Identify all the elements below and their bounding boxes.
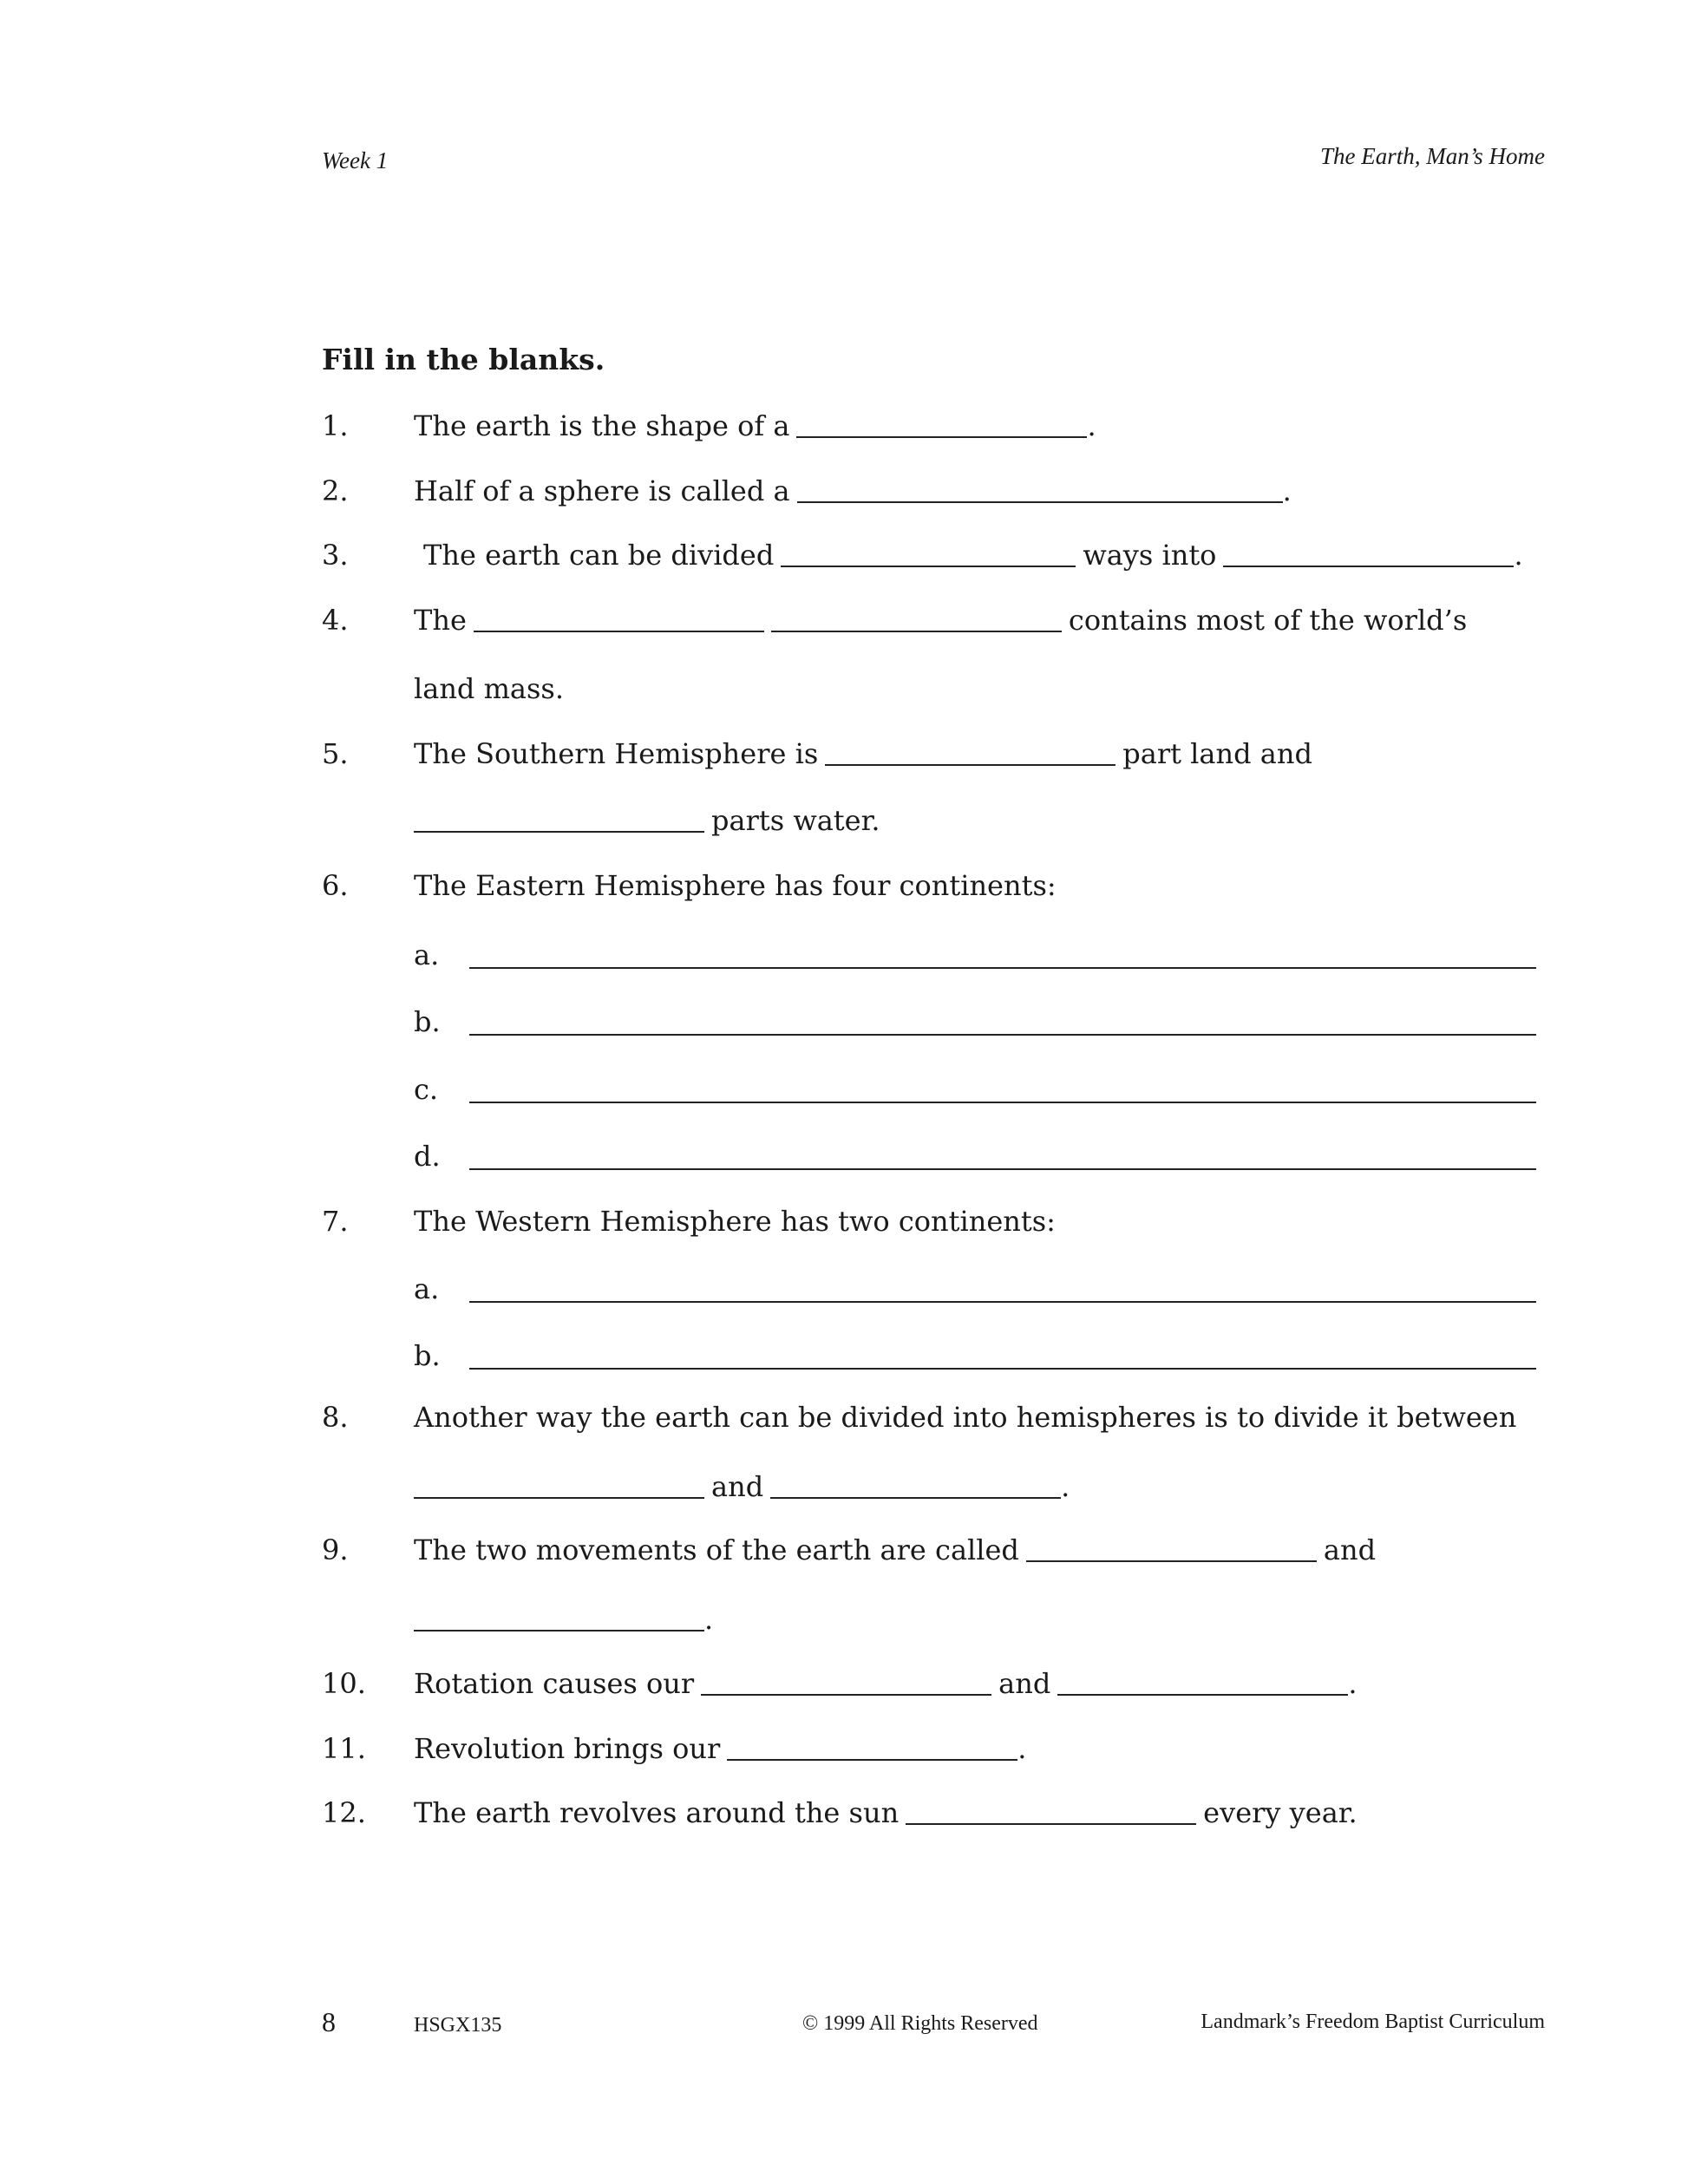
question-4-continuation bbox=[0, 670, 1688, 708]
footer-publisher: Landmark’s Freedom Baptist Curriculum bbox=[1201, 2011, 1545, 2033]
question-text: The Eastern Hemisphere has four continents: bbox=[414, 869, 1057, 902]
answer-blank[interactable] bbox=[825, 738, 1116, 766]
question-7a bbox=[0, 1270, 1688, 1308]
question-6d bbox=[0, 1137, 1688, 1175]
sub-label: d. bbox=[414, 1140, 441, 1173]
question-5 bbox=[0, 735, 1688, 773]
sub-label: c. bbox=[414, 1073, 439, 1106]
answer-line[interactable] bbox=[469, 1102, 1536, 1103]
punctuation: . bbox=[1348, 1667, 1358, 1700]
question-8 bbox=[0, 1398, 1688, 1436]
punctuation: . bbox=[1514, 539, 1523, 572]
answer-blank[interactable] bbox=[414, 1604, 704, 1631]
answer-blank[interactable] bbox=[701, 1668, 991, 1696]
question-number: 6. bbox=[322, 869, 349, 902]
question-12 bbox=[0, 1794, 1688, 1832]
question-3 bbox=[0, 536, 1688, 574]
question-text: The bbox=[414, 604, 467, 637]
answer-blank[interactable] bbox=[414, 1471, 704, 1499]
question-11 bbox=[0, 1730, 1688, 1768]
header-chapter-title: The Earth, Man’s Home bbox=[1320, 143, 1545, 169]
question-text: Another way the earth can be divided into hemispheres is to divide it between bbox=[414, 1401, 1517, 1434]
answer-blank[interactable] bbox=[906, 1797, 1196, 1825]
question-text: part land and bbox=[1122, 737, 1312, 770]
question-5-continuation bbox=[0, 801, 1688, 840]
answer-line[interactable] bbox=[469, 967, 1536, 969]
answer-blank[interactable] bbox=[474, 605, 764, 632]
question-6c bbox=[0, 1070, 1688, 1108]
question-6a bbox=[0, 936, 1688, 974]
answer-blank[interactable] bbox=[770, 1471, 1061, 1499]
answer-line[interactable] bbox=[469, 1034, 1536, 1036]
answer-blank[interactable] bbox=[1223, 539, 1514, 567]
sub-label: a. bbox=[414, 938, 440, 971]
question-number: 2. bbox=[322, 474, 349, 507]
question-2 bbox=[0, 472, 1688, 510]
punctuation: . bbox=[1061, 1470, 1070, 1503]
question-text: The earth revolves around the sun bbox=[414, 1796, 900, 1829]
question-text: Revolution brings our bbox=[414, 1732, 721, 1765]
question-text: The Western Hemisphere has two continents: bbox=[414, 1205, 1056, 1238]
question-text: parts water. bbox=[711, 804, 880, 837]
answer-blank[interactable] bbox=[781, 539, 1076, 567]
question-6b bbox=[0, 1003, 1688, 1041]
answer-blank[interactable] bbox=[771, 605, 1062, 632]
question-number: 9. bbox=[322, 1533, 349, 1566]
punctuation: . bbox=[1087, 409, 1096, 442]
question-7 bbox=[0, 1202, 1688, 1240]
question-text: Rotation causes our bbox=[414, 1667, 695, 1700]
question-8-continuation bbox=[0, 1468, 1688, 1506]
question-6 bbox=[0, 866, 1688, 905]
question-text: The Southern Hemisphere is bbox=[414, 737, 819, 770]
question-number: 5. bbox=[322, 737, 349, 770]
question-number: 8. bbox=[322, 1401, 349, 1434]
footer-copyright: © 1999 All Rights Reserved bbox=[802, 2012, 1038, 2035]
question-number: 11. bbox=[322, 1732, 366, 1765]
answer-blank[interactable] bbox=[797, 475, 1283, 503]
question-text: ways into bbox=[1083, 539, 1217, 572]
answer-line[interactable] bbox=[469, 1168, 1536, 1170]
punctuation: . bbox=[1282, 474, 1292, 507]
instructions-heading: Fill in the blanks. bbox=[322, 343, 605, 376]
question-9 bbox=[0, 1531, 1688, 1569]
question-text: The earth can be divided bbox=[423, 539, 775, 572]
footer-code: HSGX135 bbox=[414, 2014, 502, 2037]
answer-blank[interactable] bbox=[727, 1733, 1017, 1761]
question-number: 7. bbox=[322, 1205, 349, 1238]
question-text: and bbox=[998, 1667, 1051, 1700]
question-7b bbox=[0, 1337, 1688, 1375]
answer-blank[interactable] bbox=[1057, 1668, 1348, 1696]
question-number: 4. bbox=[322, 604, 349, 637]
question-number: 3. bbox=[322, 539, 349, 572]
question-text: The two movements of the earth are called bbox=[414, 1533, 1019, 1566]
answer-line[interactable] bbox=[469, 1368, 1536, 1370]
question-text: Half of a sphere is called a bbox=[414, 474, 790, 507]
sub-label: b. bbox=[414, 1339, 441, 1372]
header-week: Week 1 bbox=[322, 147, 389, 173]
question-9-continuation bbox=[0, 1600, 1688, 1638]
question-4 bbox=[0, 601, 1688, 639]
question-text: The earth is the shape of a bbox=[414, 409, 790, 442]
question-text: and bbox=[1323, 1533, 1377, 1566]
question-10 bbox=[0, 1664, 1688, 1703]
question-1 bbox=[0, 407, 1688, 445]
punctuation: . bbox=[704, 1603, 714, 1636]
punctuation: . bbox=[1017, 1732, 1027, 1765]
question-number: 12. bbox=[322, 1796, 366, 1829]
sub-label: b. bbox=[414, 1005, 441, 1038]
question-number: 1. bbox=[322, 409, 349, 442]
question-text: every year. bbox=[1203, 1796, 1358, 1829]
page-number: 8 bbox=[322, 2006, 336, 2037]
sub-label: a. bbox=[414, 1272, 440, 1305]
answer-blank[interactable] bbox=[414, 805, 704, 833]
question-text: and bbox=[711, 1470, 764, 1503]
question-text: land mass. bbox=[414, 672, 565, 705]
answer-blank[interactable] bbox=[1026, 1534, 1317, 1562]
question-text: contains most of the world’s bbox=[1068, 604, 1468, 637]
answer-blank[interactable] bbox=[796, 410, 1087, 438]
question-number: 10. bbox=[322, 1667, 366, 1700]
answer-line[interactable] bbox=[469, 1301, 1536, 1303]
